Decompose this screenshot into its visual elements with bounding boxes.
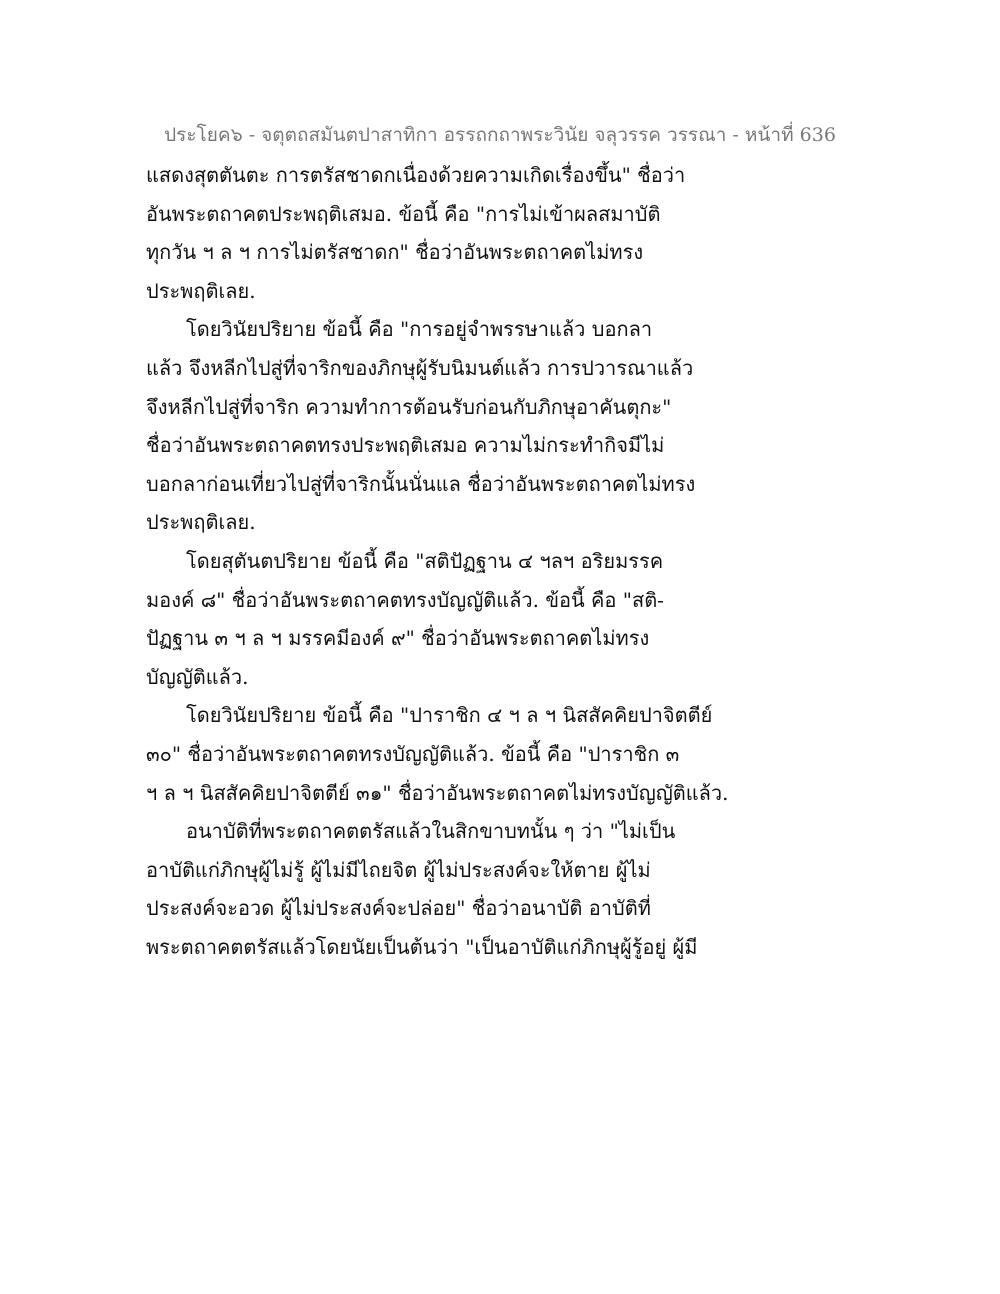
text-line: อาบัติแก่ภิกษุผู้ไม่รู้ ผู้ไม่มีไถยจิต ผู้ไม่ประสงค์จะให้ตาย ผู้ไม่ [146, 857, 651, 882]
paragraph-start-line: โดยวินัยปริยาย ข้อนี้ คือ "ปาราชิก ๔ ฯ ล ฯ นิสสัคคิยปาจิตตีย์ [186, 703, 713, 728]
text-line: พระตถาคตตรัสแล้วโดยนัยเป็นต้นว่า "เป็นอาบัติแก่ภิกษุผู้รู้อยู่ ผู้มี [146, 934, 698, 959]
text-line: ปัฏฐาน ๓ ฯ ล ฯ มรรคมีองค์ ๙" ชื่อว่าอันพระตถาคตไม่ทรง [146, 626, 650, 651]
text-line: ประพฤติเลย. [146, 510, 256, 535]
body-text [146, 156, 866, 966]
text-line: ชื่อว่าอันพระตถาคตทรงประพฤติเสมอ ความไม่กระทำกิจมีไม่ [146, 433, 665, 458]
text-line: บัญญัติแล้ว. [146, 664, 249, 689]
paragraph-start-line: อนาบัติที่พระตถาคตตรัสแล้วในสิกขาบทนั้น ๆ ว่า "ไม่เป็น [186, 819, 676, 844]
text-line: บอกลาก่อนเที่ยวไปสู่ที่จาริกนั้นนั่นแล ชื่อว่าอันพระตถาคตไม่ทรง [146, 471, 696, 496]
paragraph-start-line: โดยวินัยปริยาย ข้อนี้ คือ "การอยู่จำพรรษาแล้ว บอกลา [186, 317, 653, 342]
text-line: ประสงค์จะอวด ผู้ไม่ประสงค์จะปล่อย" ชื่อว่าอนาบัติ อาบัติที่ [146, 896, 651, 921]
text-line: ฯ ล ฯ นิสสัคคิยปาจิตตีย์ ๓๑" ชื่อว่าอันพระตถาคตไม่ทรงบัญญัติแล้ว. [146, 780, 729, 805]
text-line: แล้ว จึงหลีกไปสู่ที่จาริกของภิกษุผู้รับนิมนต์แล้ว การปวารณาแล้ว [146, 355, 694, 380]
text-line: ๓๐" ชื่อว่าอันพระตถาคตทรงบัญญัติแล้ว. ข้อนี้ คือ "ปาราชิก ๓ [146, 741, 680, 766]
text-line: จึงหลีกไปสู่ที่จาริก ความทำการต้อนรับก่อนกับภิกษุอาคันตุกะ" [146, 394, 672, 419]
paragraph-start-line: โดยสุตันตปริยาย ข้อนี้ คือ "สติปัฏฐาน ๔ ฯลฯ อริยมรรค [186, 548, 664, 573]
text-line: แสดงสุตตันตะ การตรัสชาดกเนื่องด้วยความเกิดเรื่องขึ้น" ชื่อว่า [146, 163, 686, 187]
text-line: ทุกวัน ฯ ล ฯ การไม่ตรัสชาดก" ชื่อว่าอันพระตถาคตไม่ทรง [146, 240, 644, 265]
text-line: ประพฤติเลย. [146, 278, 256, 303]
running-header: ประโยค๖ - จตุตถสมันตปาสาทิกา อรรถกถาพระวินัย จลุวรรค วรรณา - หน้าที่ 636 [164, 124, 836, 146]
text-line: อันพระตถาคตประพฤติเสมอ. ข้อนี้ คือ "การไม่เข้าผลสมาบัติ [146, 201, 661, 226]
text-line: มองค์ ๘" ชื่อว่าอันพระตถาคตทรงบัญญัติแล้ว. ข้อนี้ คือ "สติ- [146, 587, 664, 612]
